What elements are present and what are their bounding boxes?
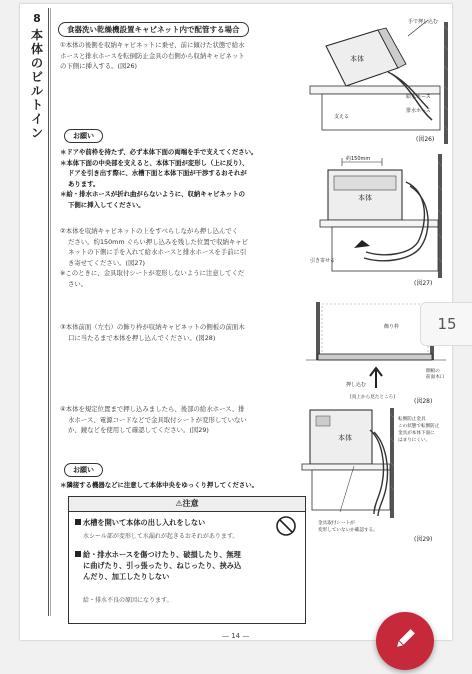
step3-line: 口に当たるまで本体を押し込んでください。(図28) — [68, 333, 216, 342]
section-divider — [48, 8, 49, 616]
edit-fab-button[interactable] — [376, 612, 434, 670]
section-title — [29, 28, 45, 140]
caution-item2-line: んだり、加工したりしない — [83, 572, 170, 581]
step2-text — [60, 226, 310, 289]
caution-item1-title — [75, 517, 205, 528]
cabinet-top — [310, 86, 440, 94]
step4-text — [60, 404, 310, 436]
section-title-char: ビ — [30, 70, 43, 84]
frame-label: 飾り枠 — [384, 324, 400, 330]
prohibited-icon — [275, 515, 297, 537]
step4-line: 水ホース、電源コードなどで金具取付シートが変形していない — [68, 415, 247, 424]
figure-26 — [288, 16, 448, 148]
push-arrow — [370, 368, 382, 388]
manual-page — [20, 4, 452, 640]
caution-item1-text: 水槽を開いて本体の出し入れをしない — [83, 518, 206, 527]
step1-line: ①本体の後側を収納キャビネットに乗せ、前に傾けた状態で給水 — [60, 41, 245, 49]
step2-line: ※このときに、金具取付シートが変形しないように注意してくだ — [60, 269, 245, 277]
section-title-char: イ — [30, 112, 43, 126]
square-bullet-icon — [75, 519, 81, 525]
figure-27 — [306, 152, 452, 282]
front-frame — [318, 354, 432, 360]
square-bullet-icon — [75, 551, 81, 557]
callout-support: 支える — [334, 114, 350, 120]
onegai1-line: ドアを引き出す際に、水槽下面と本体下面が干渉するおそれが — [68, 169, 247, 177]
next-page-tab[interactable]: 15 — [420, 302, 472, 346]
caution-item2-line: に曲げたり、引っ張ったり、ねじったり、挟み込 — [83, 561, 242, 570]
caution-box — [68, 496, 306, 624]
step4-line: ④本体を規定位置まで押し込みましたら、後部の給水ホース、排 — [60, 405, 245, 413]
section-title-char: の — [30, 56, 43, 70]
step1-text — [60, 40, 310, 72]
wall — [444, 22, 448, 144]
step3-text — [60, 322, 310, 343]
caution-item2-sub: 給・排水不良の原因になります。 — [83, 597, 173, 604]
caution-item1-sub: 水シール部が変形して水漏れが起きるおそれがあります。 — [83, 533, 239, 540]
step2-line: ②本体を収納キャビネットの上をすべらしながら押し込んでく — [60, 227, 239, 235]
onegai1-line: ＊給・排水ホースが折れ曲がらないように、収納キャビネットの — [60, 190, 246, 198]
body-label: 本体 — [350, 55, 364, 63]
callout-hand-push: 手で押し込む — [408, 19, 439, 25]
section-title-char: 体 — [30, 42, 43, 56]
section-title-char: ン — [30, 126, 43, 140]
caution-title: ⚠注意 — [69, 497, 305, 512]
onegai1-line: 下側に挿入してください。 — [68, 200, 145, 209]
step2-line: さい。 — [68, 279, 88, 288]
body-label: 本体 — [338, 434, 352, 442]
section-title-char: 本 — [30, 28, 43, 42]
caution-item2-title — [75, 549, 303, 582]
section-divider-inner — [50, 8, 51, 616]
push-label: 押し込む — [346, 382, 367, 388]
step2-line: き寄せてください。(図27) — [68, 258, 146, 267]
anti-tip-callout: 転倒防止金具この状態で転倒防止 金具が本体下面にはまりにくい。 — [398, 417, 440, 443]
figure-27-label: (図27) — [414, 280, 433, 287]
step1-line: ホースと排水ホースを転倒防止金具の右側から収納キャビネット — [60, 51, 245, 60]
onegai-badge: お願い — [64, 463, 103, 477]
onegai1-line: あります。 — [68, 179, 100, 188]
figure-26-label: (図26) — [416, 136, 435, 143]
sheet-callout: 金具取付シートが変形していないか確認する。 — [318, 521, 378, 533]
body-label: 本体 — [358, 194, 372, 202]
onegai1-line: ＊本体下面の中央部を支えると、本体下面が変形し（上に反り）、 — [60, 158, 249, 167]
onegai1-line: ＊ドアや前枠を持たず、必ず本体下面の両端を手で支えてください。 — [60, 148, 258, 156]
callout-drain-hose: 排水ホース — [406, 108, 431, 114]
onegai2-text — [60, 480, 310, 491]
step3-line: ③本体前面（左右）の飾り枠が収納キャビネットの側板の前面木 — [60, 323, 245, 331]
figure-29-label: (図29) — [414, 536, 433, 543]
section-title-char: ト — [30, 98, 43, 112]
step-heading: 食器洗い乾燥機設置キャビネット内で配管する場合 — [58, 22, 249, 37]
onegai-badge: お願い — [64, 129, 103, 143]
section-number: 8 — [33, 12, 41, 25]
figure-28-label: (図28) — [414, 398, 433, 405]
onegai1-text — [60, 147, 310, 210]
step2-line: ネットの下側に手を入れて給水ホースと排水ホースを手前に引 — [68, 248, 247, 256]
step1-line: の下側に挿入する。(図26) — [60, 62, 138, 70]
step2-line: ださい。約150mm ぐらい押し込みを残した位置で収納キャビ — [68, 237, 249, 246]
dimension-label: 約150mm — [346, 156, 371, 162]
view-label: [真上から見たところ] — [350, 395, 395, 400]
pull-label: 引き寄せる — [310, 258, 336, 264]
pencil-icon — [376, 612, 434, 670]
page-number: — 14 — — [222, 632, 250, 640]
callout-water-hose: 給水ホース — [406, 94, 431, 100]
section-title-char: ル — [30, 84, 43, 98]
side-label: 側板の前面木口 — [426, 369, 445, 380]
caution-item2-line: 給・排水ホースを傷つけたり、破損したり、無理 — [83, 550, 241, 559]
figure-29 — [282, 404, 452, 544]
onegai2-line: ＊隣接する機器などに注意して本体中央をゆっくり押してください。 — [60, 481, 259, 489]
step4-line: か、鏡などを使用して確認してください。(図29) — [68, 426, 209, 434]
